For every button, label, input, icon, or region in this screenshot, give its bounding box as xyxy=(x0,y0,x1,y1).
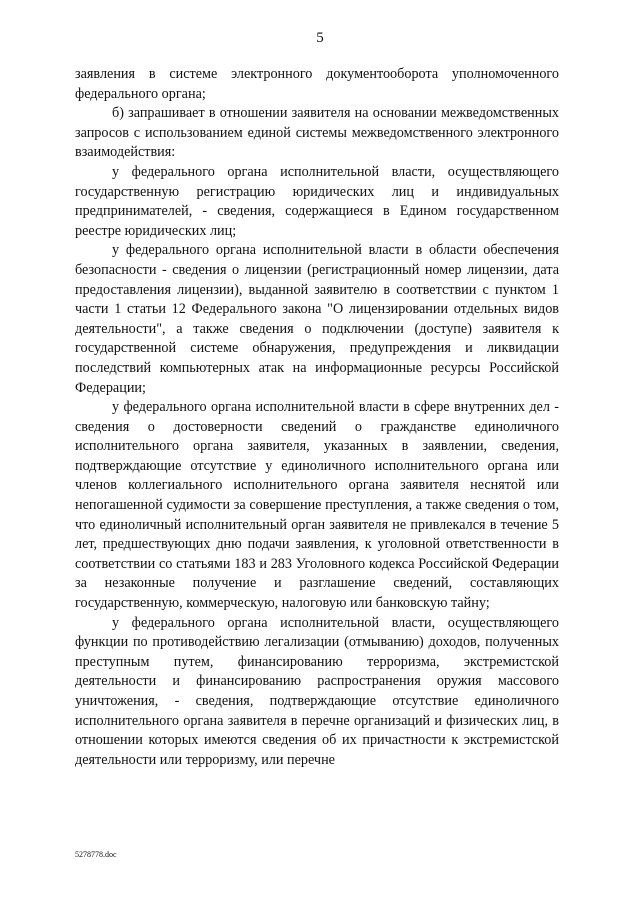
page-number: 5 xyxy=(316,30,324,46)
paragraph-financial-monitoring-authority: у федерального органа исполнительной власти, осуществляющего функции по противодействию легализации (отмыванию) доходов, полученных преступным путем, финансированию терроризма, экстремистской деятельности и финансированию распространения оружия массового уничтожения, - сведения, подтверждающие отсутствие единоличного исполнительного органа заявителя в перечне организаций и физических лиц, в отношении которых имеются сведения об их причастности к экстремистской деятельности или терроризму, или перечне xyxy=(75,614,559,768)
document-file-code: 5278778.doc xyxy=(75,850,117,859)
paragraph-registration-authority: у федерального органа исполнительной власти, осуществляющего государственную регистрацию юридических лиц и индивидуальных предпринимателей, - сведения, содержащиеся в Едином государственном реестре юридических лиц; xyxy=(75,163,559,239)
paragraph-b-requests: б) запрашивает в отношении заявителя на основании межведомственных запросов с использованием единой системы межведомственного электронного взаимодействия: xyxy=(75,105,559,161)
paragraph-continuation: заявления в системе электронного документооборота уполномоченного федерального органа; xyxy=(75,66,559,102)
paragraph-security-authority: у федерального органа исполнительной власти в области обеспечения безопасности - сведения о лицензии (регистрационный номер лицензии, дата предоставления лицензии), выданной заявителю в соответствии с пунктом 1 части 1 статьи 12 Федерального закона "О лицензировании отдельных видов деятельности", а также сведения о подключении (доступе) заявителя к государственной системе обнаружения, предупреждения и ликвидации последствий компьютерных атак на информационные ресурсы Российской Федерации; xyxy=(75,242,559,396)
paragraph-internal-affairs-authority: у федерального органа исполнительной власти в сфере внутренних дел - сведения о достоверности сведений о гражданстве единоличного исполнительного органа заявителя, указанных в заявлении, сведения, подтверждающие отсутствие у единоличного исполнительного органа или членов коллегиального исполнительного органа заявителя неснятой или непогашенной судимости за совершение преступления, а также сведения о том, что единоличный исполнительный орган заявителя не привлекался в течение 5 лет, предшествующих дню подачи заявления, к уголовной ответственности в соответствии со статьями 183 и 283 Уголовного кодекса Российской Федерации за незаконные получение и разглашение сведений, составляющих государственную, коммерческую, налоговую или банковскую тайну; xyxy=(75,399,559,612)
document-body xyxy=(75,65,559,770)
